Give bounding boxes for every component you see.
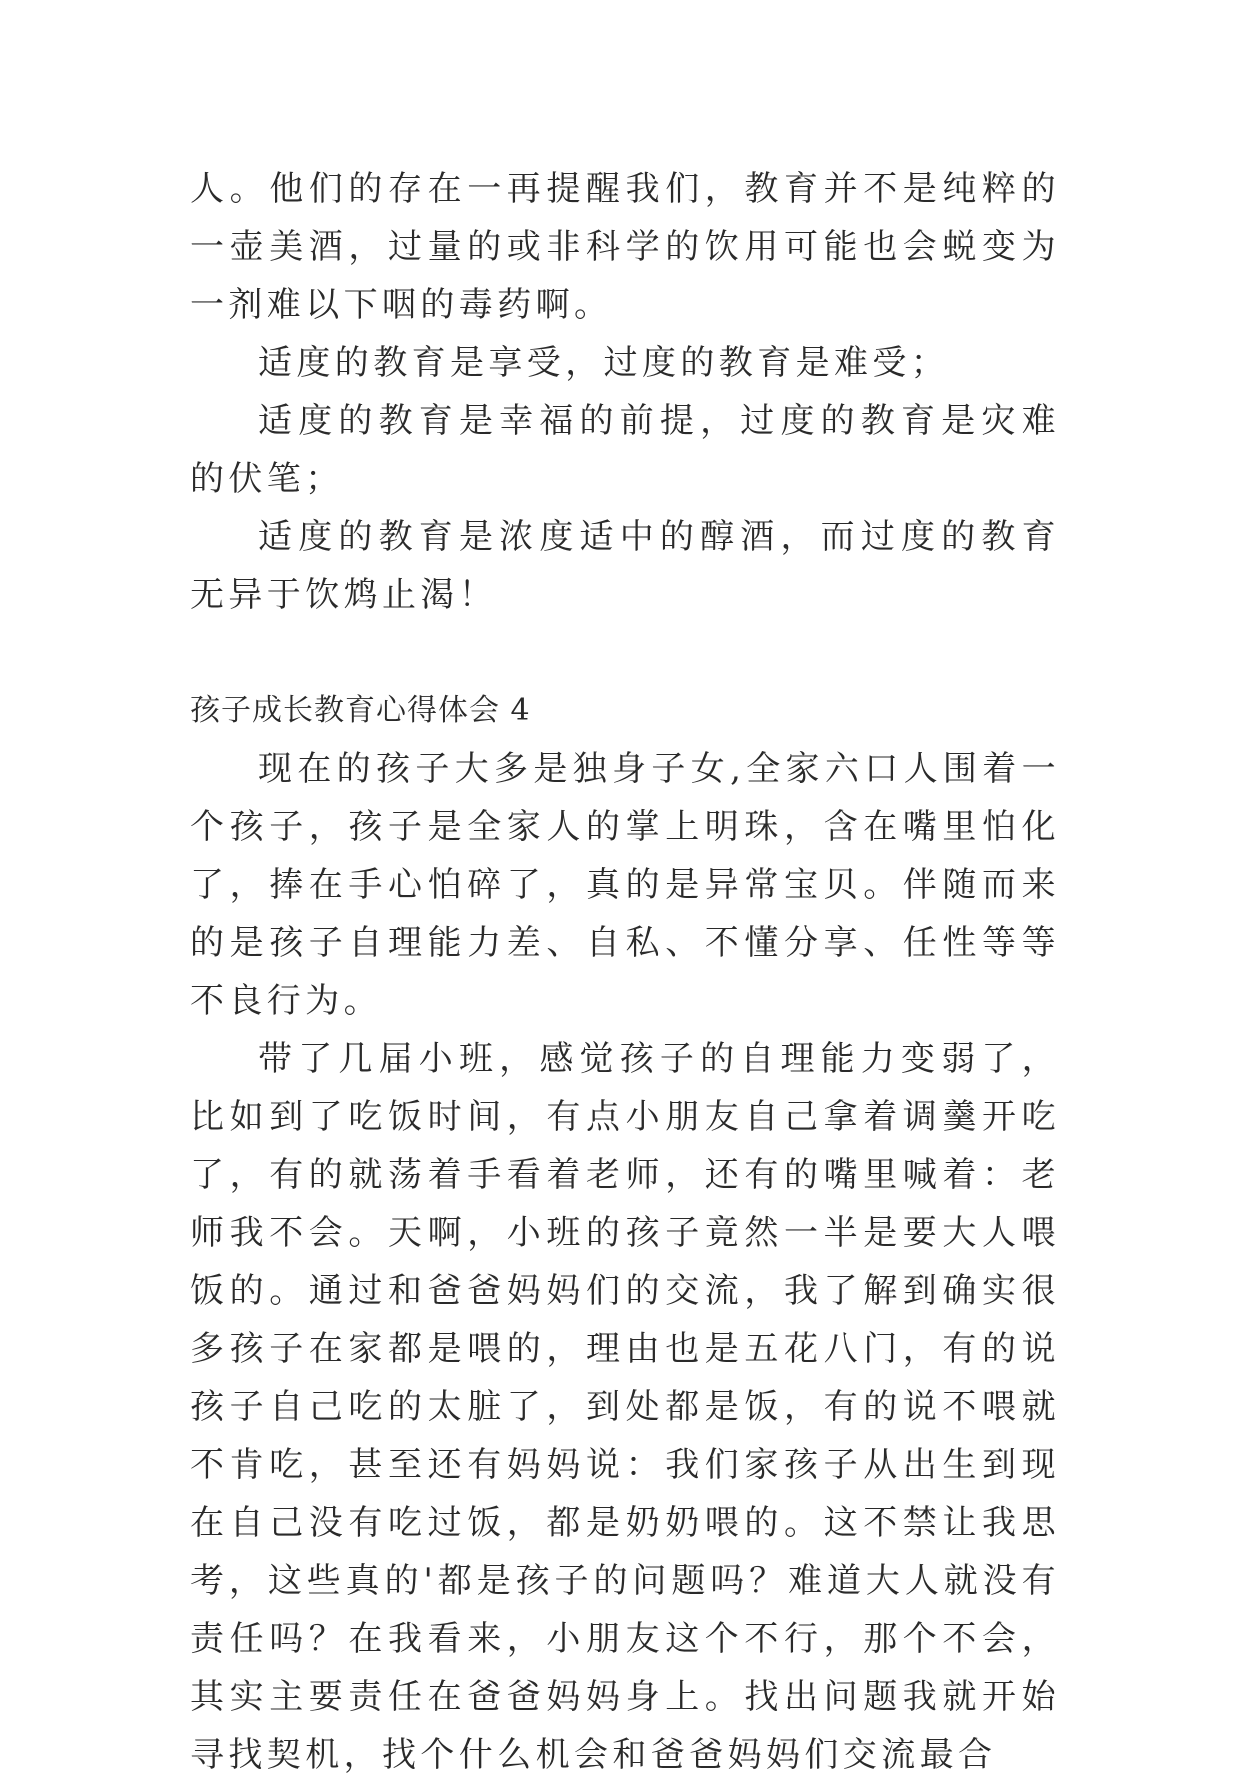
- paragraph-happiness: 适度的教育是幸福的前提，过度的教育是灾难的伏笔；: [190, 401, 1060, 499]
- paragraph-wine: 适度的教育是浓度适中的醇酒，而过度的教育无异于饮鸩止渴！: [190, 517, 1060, 615]
- document-page: [190, 160, 1060, 1784]
- paragraph-only-children: 现在的孩子大多是独身子女,全家六口人围着一个孩子，孩子是全家人的掌上明珠，含在嘴里怕化了，捧在手心怕碎了，真的是异常宝贝。伴随而来的是孩子自理能力差、自私、不懂分享、任性等等不良行为。: [190, 749, 1060, 1021]
- paragraph-continuation: 人。他们的存在一再提醒我们，教育并不是纯粹的一壶美酒，过量的或非科学的饮用可能也会蜕变为一剂难以下咽的毒药啊。: [190, 169, 1060, 325]
- section-title: 孩子成长教育心得体会 4: [190, 693, 531, 728]
- paragraph-small-class: 带了几届小班，感觉孩子的自理能力变弱了，比如到了吃饭时间，有点小朋友自己拿着调羹开吃了，有的就荡着手看着老师，还有的嘴里喊着：老师我不会。天啊，小班的孩子竟然一半是要大人喂饭的。通过和爸爸妈妈们的交流，我了解到确实很多孩子在家都是喂的，理由也是五花八门，有的说孩子自己吃的太脏了，到处都是饭，有的说不喂就不肯吃，甚至还有妈妈说：我们家孩子从出生到现在自己没有吃过饭，都是奶奶喂的。这不禁让我思考，这些真的'都是孩子的问题吗？难道大人就没有责任吗？在我看来，小朋友这个不行，那个不会，其实主要责任在爸爸妈妈身上。找出问题我就开始寻找契机，找个什么机会和爸爸妈妈们交流最合: [190, 1039, 1060, 1775]
- paragraph-enjoyment: 适度的教育是享受，过度的教育是难受；: [258, 343, 950, 383]
